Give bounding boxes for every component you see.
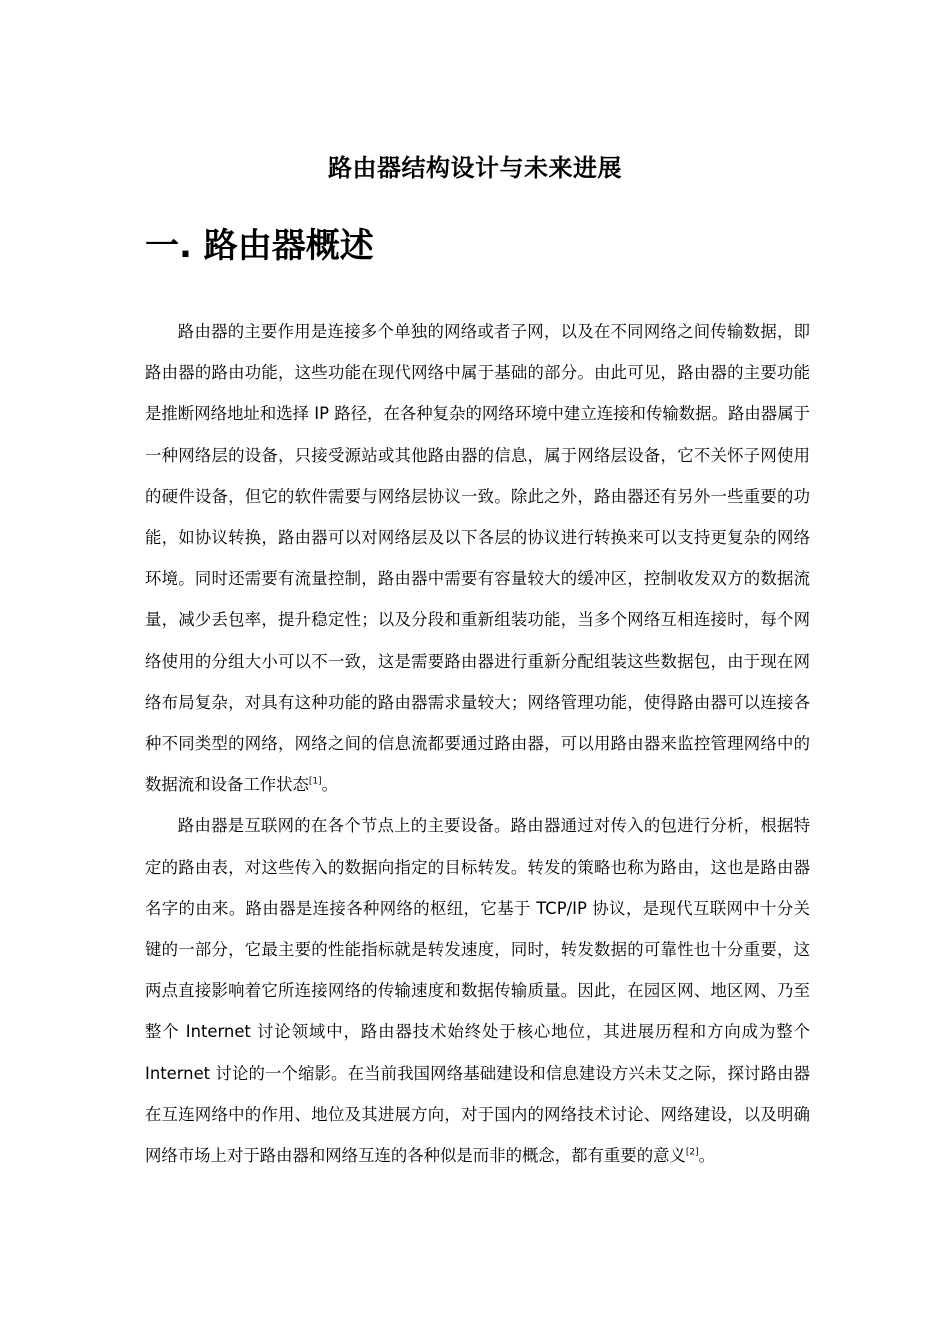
citation-marker: [2] bbox=[685, 1147, 699, 1158]
paragraph-text: 路由器是互联网的在各个节点上的主要设备。路由器通过对传入的包进行分析，根据特定的路由表，对这些传入的数据向指定的目标转发。转发的策略也称为路由，这也是路由器名字的由来。路由器是连接各种网络的枢纽，它基于 TCP/IP 协议，是现代互联网中十分关键的一部分，它最主要的性能指标就是转发速度，同时，转发数据的可靠性也十分重要，这两点直接影响着它所连接网络的传输速度和数据传输质量。因此，在园区网、地区网、乃至整个 Internet 讨论领域中，路由器技术始终处于核心地位，其进展历程和方向成为整个 Internet 讨论的一个缩影。在当前我国网络基础建设和信息建设方兴未艾之际，探讨路由器在互连网络中的作用、地位及其进展方向，对于国内的网络技术讨论、网络建设，以及明确网络市场上对于路由器和网络互连的各种似是而非的概念，都有重要的意义 bbox=[145, 816, 810, 1166]
paragraph-end: 。 bbox=[321, 775, 339, 795]
paragraph-2 bbox=[145, 805, 810, 1176]
page-title: 路由器结构设计与未来进展 bbox=[328, 154, 622, 182]
body-text bbox=[145, 311, 810, 1176]
paragraph-1 bbox=[145, 311, 810, 805]
citation-marker: [1] bbox=[308, 776, 322, 787]
paragraph-end: 。 bbox=[698, 1146, 716, 1166]
section-heading: 一. 路由器概述 bbox=[145, 226, 374, 266]
paragraph-text: 路由器的主要作用是连接多个单独的网络或者子网，以及在不同网络之间传输数据，即路由器的路由功能，这些功能在现代网络中属于基础的部分。由此可见，路由器的主要功能是推断网络地址和选择 IP 路径，在各种复杂的网络环境中建立连接和传输数据。路由器属于一种网络层的设备，只接受源站或其他路由器的信息，属于网络层设备，它不关怀子网使用的硬件设备，但它的软件需要与网络层协议一致。除此之外，路由器还有另外一些重要的功能，如协议转换，路由器可以对网络层及以下各层的协议进行转换来可以支持更复杂的网络环境。同时还需要有流量控制，路由器中需要有容量较大的缓冲区，控制收发双方的数据流量，减少丢包率，提升稳定性；以及分段和重新组装功能，当多个网络互相连接时，每个网络使用的分组大小可以不一致，这是需要路由器进行重新分配组装这些数据包，由于现在网络布局复杂，对具有这种功能的路由器需求量较大；网络管理功能，使得路由器可以连接各种不同类型的网络，网络之间的信息流都要通过路由器，可以用路由器来监控管理网络中的数据流和设备工作状态 bbox=[145, 322, 810, 795]
